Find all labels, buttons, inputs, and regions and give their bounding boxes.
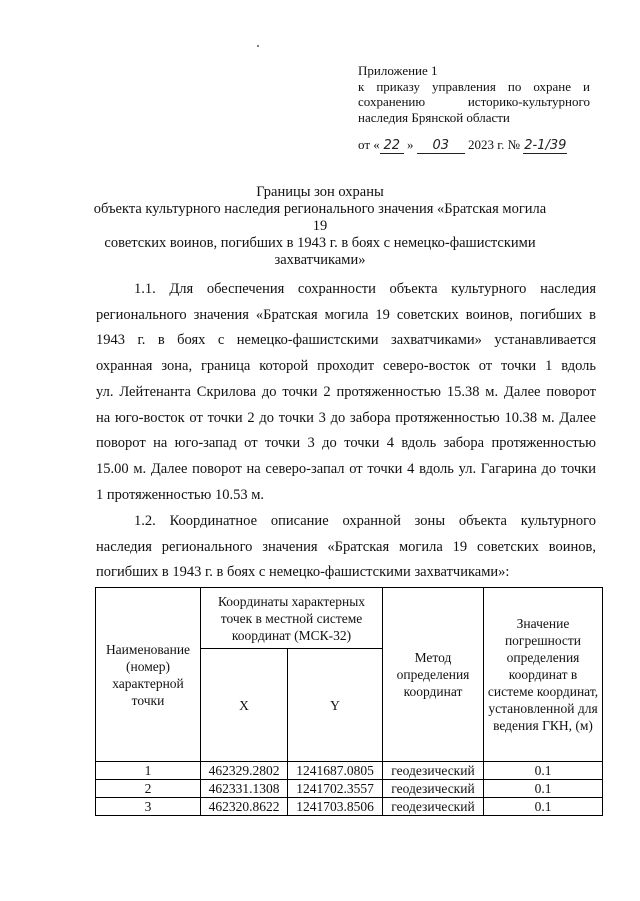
appendix-line-1: Приложение 1 <box>358 63 438 78</box>
title-line-2: объекта культурного наследия регионального значения «Братская могила 19 <box>93 201 547 234</box>
header-method: Метод определения координат <box>383 588 484 762</box>
appendix-line-4: наследия Брянской области <box>358 109 510 125</box>
order-number: 2-1/39 <box>524 138 567 153</box>
title-line-4: захватчиками» <box>274 252 366 268</box>
date-day: 22 <box>380 139 404 154</box>
table-row <box>96 780 603 798</box>
cell-error: 0.1 <box>484 762 603 780</box>
order-dateline <box>358 137 590 154</box>
appendix-line-3: сохранению историко-культурного <box>358 94 590 109</box>
p1-line: 1.1. Для обеспечения сохранности объекта культурного наследия <box>134 281 596 297</box>
p1-line: поворот на юго-запад от точки 3 до точки 4 вдоль забора протяженностью <box>96 435 596 452</box>
cell-point: 3 <box>96 798 201 816</box>
cell-error: 0.1 <box>484 780 603 798</box>
date-prefix: от « <box>358 137 380 152</box>
cell-method: геодезический <box>383 780 484 798</box>
cell-x: 462331.1308 <box>201 780 288 798</box>
appendix-line-2: к приказу управления по охране и <box>358 78 590 94</box>
p1-line: ул. Лейтенанта Скрилова до точки 2 протяженностью 15.38 м. Далее поворот <box>96 383 596 400</box>
header-x: X <box>201 649 288 762</box>
cell-y: 1241687.0805 <box>288 762 383 780</box>
cell-error: 0.1 <box>484 798 603 816</box>
table-row <box>96 798 603 816</box>
speck <box>257 45 259 47</box>
title-line-1: Границы зон охраны <box>256 184 384 200</box>
p1-line: 1 протяженностью 10.53 м. <box>96 486 265 503</box>
header-coordinates: Координаты характерных точек в местной системе координат (МСК-32) <box>201 588 383 649</box>
p1-line: регионального значения «Братская могила 19 советских воинов, погибших в <box>96 306 596 323</box>
p1-line: 15.00 м. Далее поворот на северо-запал от точки 4 вдоль ул. Гагарина до точки <box>96 460 596 477</box>
p2-line: 1.2. Координатное описание охранной зоны объекта культурного <box>134 513 596 529</box>
paragraph-1-2 <box>96 509 596 586</box>
cell-method: геодезический <box>383 798 484 816</box>
date-year: 2023 г. № <box>468 137 521 152</box>
coordinates-table <box>95 587 603 816</box>
cell-y: 1241703.8506 <box>288 798 383 816</box>
document-title <box>90 184 550 269</box>
p2-line: погибших в 1943 г. в боях с немецко-фашистскими захватчиками»: <box>96 564 510 581</box>
header-y: Y <box>288 649 383 762</box>
appendix-header <box>358 63 590 125</box>
paragraph-1-1 <box>96 277 596 508</box>
date-month: 03 <box>417 139 465 154</box>
header-error: Значение погрешности определения координат в системе координат, установленной для ведения ГКН, (м) <box>484 588 603 762</box>
header-point-name: Наименование (номер) характерной точки <box>96 588 201 762</box>
cell-point: 1 <box>96 762 201 780</box>
cell-x: 462320.8622 <box>201 798 288 816</box>
p1-line: на юго-восток от точки 2 до точки 3 до забора протяженностью 10.38 м. Далее <box>96 409 596 426</box>
p1-line: охранная зона, граница которой проходит северо-восток от точки 1 вдоль <box>96 358 596 375</box>
cell-point: 2 <box>96 780 201 798</box>
date-mid: » <box>407 137 414 152</box>
p2-line: наследия регионального значения «Братская могила 19 советских воинов, <box>96 538 596 555</box>
title-line-3: советских воинов, погибших в 1943 г. в боях с немецко-фашистскими <box>104 235 536 251</box>
cell-x: 462329.2802 <box>201 762 288 780</box>
p1-line: 1943 г. в боях с немецко-фашистскими захватчиками» устанавливается <box>96 332 596 349</box>
cell-method: геодезический <box>383 762 484 780</box>
table-row <box>96 762 603 780</box>
cell-y: 1241702.3557 <box>288 780 383 798</box>
